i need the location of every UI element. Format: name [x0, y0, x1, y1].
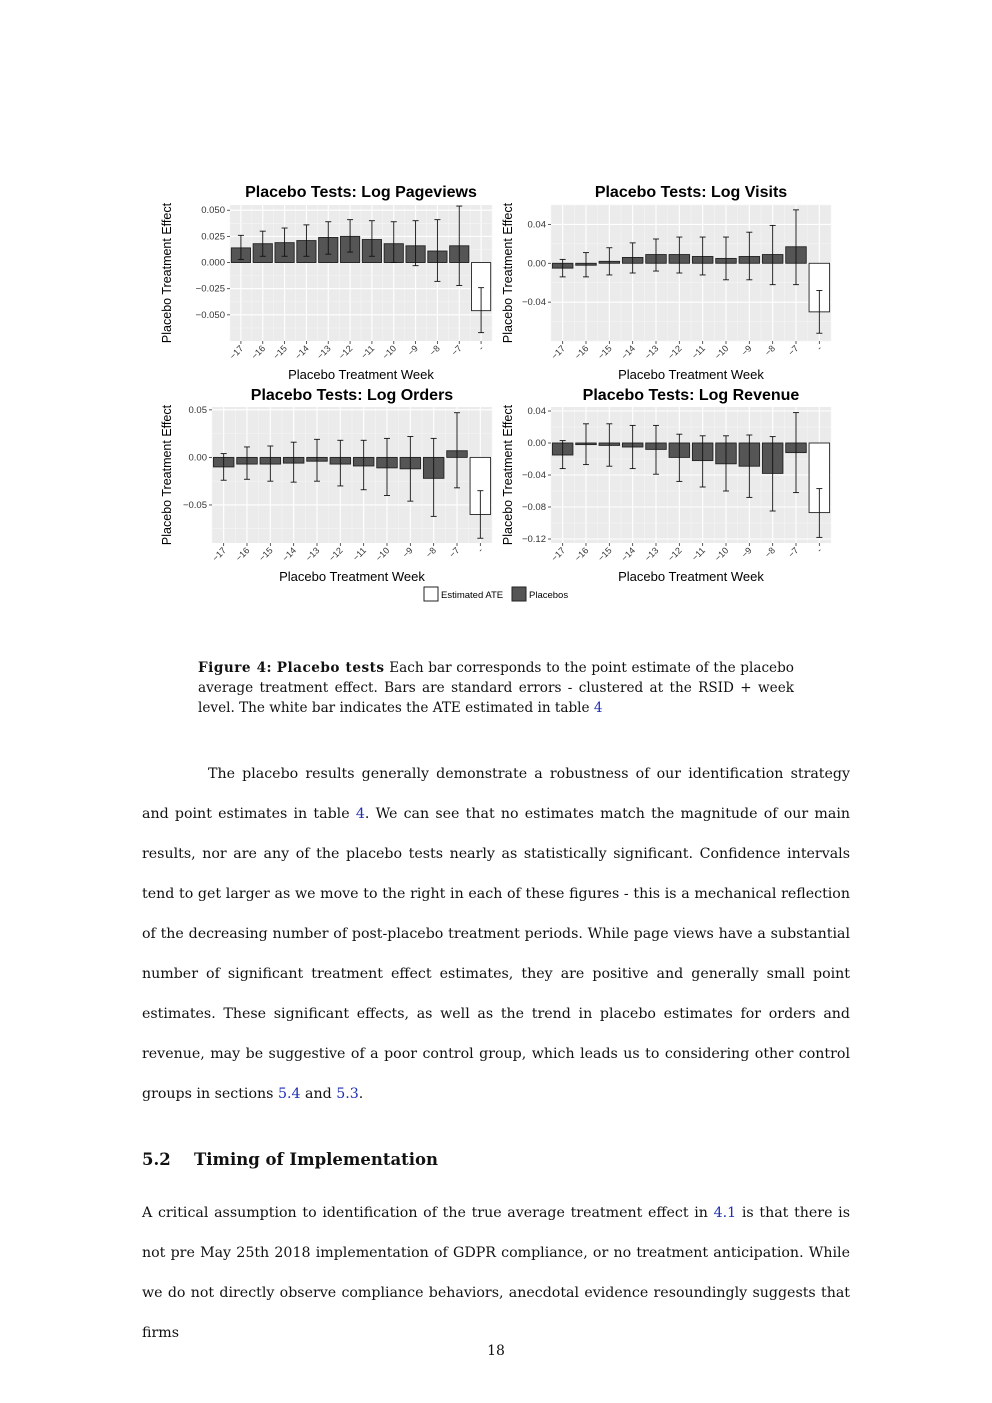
para1-text-d: . — [358, 1086, 364, 1102]
para1-text-a: The placebo results generally demonstrate a robustness of our identification strategy and point estimates in table — [142, 766, 850, 822]
x-tick-label: −16 — [572, 343, 591, 362]
section-heading — [142, 1150, 438, 1169]
para1-section-link-5-3[interactable]: 5.3 — [336, 1086, 359, 1102]
x-tick-label: −7 — [447, 545, 462, 560]
chart-title: Placebo Tests: Log Pageviews — [245, 184, 477, 201]
para1-text-c: and — [300, 1086, 337, 1102]
para1-section-link-5-4[interactable]: 5.4 — [277, 1086, 301, 1102]
x-tick-label: −13 — [303, 545, 322, 564]
x-tick-label: −9 — [739, 343, 754, 358]
chart-title: Placebo Tests: Log Orders — [250, 387, 454, 404]
x-tick-label: −15 — [271, 343, 289, 362]
y-tick-label: 0.050 — [201, 205, 225, 217]
x-tick-label: - — [814, 343, 824, 353]
chart-panel-3 — [501, 387, 831, 584]
chart-panel-2 — [160, 387, 492, 584]
caption-title: Placebo tests — [276, 660, 385, 676]
x-tick-label: −10 — [712, 545, 731, 564]
x-tick-label: −14 — [292, 343, 311, 362]
placebo-figure — [150, 175, 850, 605]
x-axis-label: Placebo Treatment Week — [618, 569, 764, 584]
placebo-charts — [150, 175, 850, 605]
figure-caption — [198, 658, 794, 718]
para2-text-a: A critical assumption to identification of the true average treatment effect in — [142, 1205, 714, 1221]
x-tick-label: −7 — [449, 343, 464, 358]
x-tick-label: −16 — [233, 545, 252, 564]
x-tick-label: −12 — [336, 343, 355, 362]
x-tick-label: - — [476, 343, 486, 353]
y-tick-label: −0.08 — [521, 502, 546, 513]
y-tick-label: −0.04 — [521, 470, 546, 481]
section-title: Timing of Implementation — [194, 1150, 439, 1169]
page-number: 18 — [487, 1343, 505, 1359]
x-axis-label: Placebo Treatment Week — [618, 367, 764, 382]
x-tick-label: −8 — [762, 545, 778, 560]
x-tick-label: −13 — [642, 545, 661, 564]
y-axis-label: Placebo Treatment Effect — [501, 404, 515, 546]
x-tick-label: −8 — [423, 545, 439, 560]
paragraph-placebo-results — [142, 754, 850, 1114]
x-tick-label: −10 — [380, 343, 399, 362]
x-tick-label: −12 — [665, 545, 684, 564]
legend-ate-label: Estimated ATE — [441, 590, 504, 601]
y-tick-label: 0.025 — [201, 231, 225, 243]
para2-text-b: is that there is not pre May 25th 2018 implementation of GDPR compliance, or no treatment anticipation. While we do not directly observe compliance behaviors, anecdotal evidence resoundingly suggests that firms — [142, 1205, 850, 1341]
y-axis-label: Placebo Treatment Effect — [501, 202, 515, 344]
x-tick-label: −15 — [595, 343, 614, 362]
y-tick-label: −0.025 — [195, 283, 225, 295]
y-tick-label: 0.04 — [527, 219, 546, 231]
y-tick-label: 0.00 — [527, 258, 546, 270]
x-tick-label: −15 — [595, 545, 614, 564]
x-tick-label: −13 — [642, 343, 661, 362]
para1-text-b: . We can see that no estimates match the magnitude of our main results, nor are any of the placebo tests nearly as statistically significant. Confidence intervals tend to get larger as we move to the right in each of these figures - this is a mechanical reflection of the decreasing number of post-placebo treatment periods. While page views have a substantial number of significant treatment effect estimates, they are positive and generally small point estimates. These significant effects, as well as the trend in placebo estimates for orders and revenue, may be suggestive of a poor control group, which leads us to considering other control groups in sections — [142, 806, 850, 1102]
chart-panel-1 — [501, 184, 831, 382]
legend-ate-swatch — [424, 587, 438, 601]
chart-panel-0 — [160, 184, 492, 382]
x-tick-label: - — [475, 545, 485, 555]
para2-section-link-4-1[interactable]: 4.1 — [713, 1205, 737, 1221]
caption-table-link[interactable]: 4 — [593, 700, 603, 716]
x-tick-label: −10 — [712, 343, 731, 362]
y-tick-label: −0.05 — [182, 499, 207, 511]
y-axis-label: Placebo Treatment Effect — [160, 202, 174, 344]
x-tick-label: - — [814, 545, 824, 555]
y-tick-label: −0.04 — [521, 297, 546, 309]
x-tick-label: −17 — [210, 545, 229, 564]
x-tick-label: −11 — [358, 343, 377, 361]
x-tick-label: −17 — [227, 343, 246, 362]
x-tick-label: −9 — [400, 545, 415, 560]
x-tick-label: −8 — [427, 343, 442, 358]
x-tick-label: −17 — [549, 545, 568, 564]
x-tick-label: −11 — [689, 343, 708, 361]
x-tick-label: −11 — [689, 545, 708, 563]
chart-title: Placebo Tests: Log Revenue — [582, 387, 800, 404]
x-tick-label: −9 — [739, 545, 754, 560]
y-tick-label: 0.00 — [188, 452, 207, 464]
caption-label: Figure 4: — [198, 660, 273, 676]
x-tick-label: −12 — [326, 545, 345, 564]
x-tick-label: −17 — [549, 343, 568, 362]
x-tick-label: −16 — [249, 343, 268, 362]
x-axis-label: Placebo Treatment Week — [279, 569, 425, 584]
x-axis-label: Placebo Treatment Week — [288, 367, 434, 382]
x-tick-label: −10 — [373, 545, 392, 564]
x-tick-label: −16 — [572, 545, 591, 564]
x-tick-label: −14 — [619, 343, 638, 362]
x-tick-label: −12 — [665, 343, 684, 362]
caption-text: Each bar corresponds to the point estimate of the placebo average treatment effect. Bars are standard errors - clustered at the RSID + week level. The white bar indicates the ATE estimated in table — [198, 660, 794, 716]
x-tick-label: −14 — [619, 545, 638, 564]
legend-placebo-swatch — [512, 587, 526, 601]
y-tick-label: 0.00 — [527, 438, 546, 449]
section-number: 5.2 — [142, 1150, 171, 1169]
y-tick-label: −0.050 — [195, 309, 225, 321]
y-tick-label: 0.000 — [201, 257, 225, 269]
legend-placebo-label: Placebos — [529, 590, 569, 601]
y-tick-label: 0.05 — [188, 404, 207, 416]
x-tick-label: −14 — [280, 545, 299, 564]
y-tick-label: −0.12 — [521, 534, 546, 545]
y-axis-label: Placebo Treatment Effect — [160, 404, 174, 546]
x-tick-label: −9 — [405, 343, 420, 358]
paragraph-timing — [142, 1193, 850, 1353]
x-tick-label: −8 — [762, 343, 778, 358]
y-tick-label: 0.04 — [527, 406, 546, 417]
legend — [424, 587, 568, 601]
x-tick-label: −11 — [350, 545, 369, 563]
x-tick-label: −7 — [786, 545, 801, 560]
x-tick-label: −15 — [256, 545, 275, 564]
chart-title: Placebo Tests: Log Visits — [594, 184, 788, 201]
x-tick-label: −7 — [786, 343, 801, 358]
x-tick-label: −13 — [314, 343, 333, 362]
para1-table-link[interactable]: 4 — [355, 806, 365, 822]
